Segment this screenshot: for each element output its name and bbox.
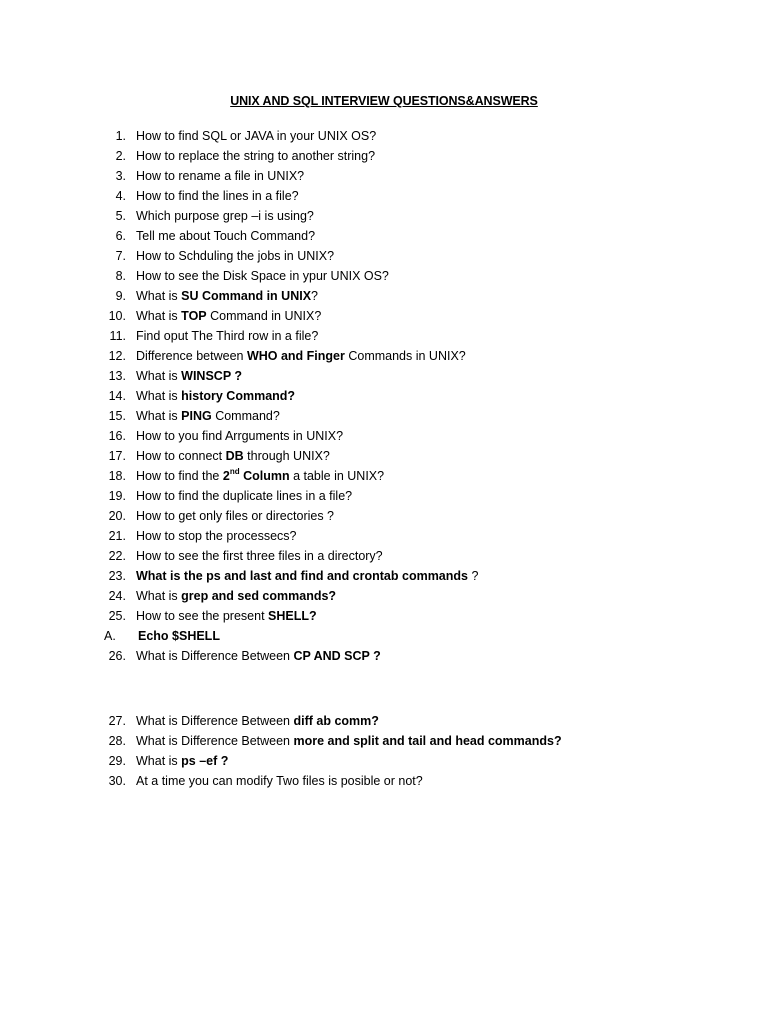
text-run: ps –ef ? <box>181 754 229 768</box>
list-item-number: 10. <box>108 309 126 323</box>
text-run: What is the ps and last and find and crontab commands <box>136 569 468 583</box>
text-run: ? <box>311 289 318 303</box>
text-run: Difference between <box>136 349 247 363</box>
list-item-text <box>136 266 389 286</box>
text-run: How to rename a file in UNIX? <box>136 169 305 183</box>
list-item-text <box>136 286 318 306</box>
text-run: What is <box>136 589 182 603</box>
list-item-text <box>136 506 334 526</box>
list-item-text <box>136 466 384 486</box>
text-run: SHELL? <box>268 609 317 623</box>
list-item-text <box>136 186 299 206</box>
text-run: How to connect <box>136 449 226 463</box>
list-item-text <box>136 146 375 166</box>
text-run: Commands in UNIX? <box>344 349 466 363</box>
text-run: 2 <box>222 469 230 483</box>
list-item-text <box>136 306 321 326</box>
text-run: What is <box>136 409 182 423</box>
list-item-number: 22. <box>108 549 126 563</box>
list-item-number: 30. <box>108 774 126 788</box>
list-item-text <box>136 246 334 266</box>
list-item-number: 15. <box>108 409 126 423</box>
list-item-number: 9. <box>115 289 126 303</box>
text-run: How to see the Disk Space in ypur UNIX OS? <box>136 269 389 283</box>
list-item-number: 7. <box>115 249 126 263</box>
list-item-text <box>136 426 343 446</box>
list-item-number: 25. <box>108 609 126 623</box>
text-run: How to get only files or directories ? <box>136 509 335 523</box>
list-item-text <box>136 206 314 226</box>
list-item-text <box>136 566 478 586</box>
list-item-number: 8. <box>115 269 126 283</box>
text-run: At a time you can modify Two files is posible or not? <box>136 774 423 788</box>
list-item-text <box>136 711 379 731</box>
list-item-text <box>136 731 562 751</box>
list-item-number: 2. <box>115 149 126 163</box>
text-run: Which purpose grep –i is using? <box>136 209 314 223</box>
list-item-text <box>136 346 466 366</box>
text-run: How to find the duplicate lines in a file? <box>136 489 353 503</box>
text-run: DB <box>225 449 244 463</box>
text-run: How to find SQL or JAVA in your UNIX OS? <box>136 129 377 143</box>
list-item-number: 14. <box>108 389 126 403</box>
list-item-number: 6. <box>115 229 126 243</box>
text-run: What is <box>136 369 182 383</box>
text-run: Find oput The Third row in a file? <box>136 329 319 343</box>
text-run: What is Difference Between <box>136 714 294 728</box>
text-run: Command in UNIX? <box>206 309 322 323</box>
list-item-number: 17. <box>108 449 126 463</box>
list-item-number: 11. <box>109 329 126 343</box>
list-item-text <box>136 586 336 606</box>
list-item-number: 18. <box>108 469 126 483</box>
text-run: grep and sed commands? <box>181 589 337 603</box>
text-run: How to find the lines in a file? <box>136 189 299 203</box>
text-run: Command? <box>211 409 280 423</box>
text-run: through UNIX? <box>243 449 330 463</box>
list-item-text <box>136 226 315 246</box>
list-item-number: 26. <box>108 649 126 663</box>
list-item-number: 29. <box>108 754 126 768</box>
list-item-number: 5. <box>115 209 126 223</box>
list-item-text <box>136 546 383 566</box>
list-item-number: 13. <box>108 369 126 383</box>
list-item-text <box>136 166 304 186</box>
text-run: What is <box>136 289 182 303</box>
text-run: What is Difference Between <box>136 734 294 748</box>
text-run: PING <box>181 409 212 423</box>
list-item-number: 4. <box>115 189 126 203</box>
text-run: Column <box>239 469 290 483</box>
text-run: CP AND SCP ? <box>293 649 381 663</box>
list-item-number: 24. <box>108 589 126 603</box>
text-run: What is Difference Between <box>136 649 294 663</box>
list-item-number: 19. <box>108 489 126 503</box>
list-item-number: 20. <box>108 509 126 523</box>
list-item-number: 21. <box>108 529 126 543</box>
text-run: How to stop the processecs? <box>136 529 297 543</box>
list-item-text <box>136 751 228 771</box>
list-item-text <box>136 446 330 466</box>
text-run: TOP <box>181 309 207 323</box>
list-item-text <box>136 406 280 426</box>
list-item-text <box>136 606 317 626</box>
text-run: How to replace the string to another string? <box>136 149 376 163</box>
text-run: WHO and Finger <box>246 349 345 363</box>
document-title: UNIX AND SQL INTERVIEW QUESTIONS&ANSWERS <box>230 94 538 108</box>
text-run: a table in UNIX? <box>289 469 385 483</box>
list-item-text <box>138 626 220 646</box>
text-run: SU Command in UNIX <box>181 289 312 303</box>
text-run: How to Schduling the jobs in UNIX? <box>136 249 335 263</box>
text-run: history Command? <box>181 389 296 403</box>
list-item-text <box>136 486 352 506</box>
text-run: Echo $SHELL <box>138 629 220 643</box>
text-run: What is <box>136 309 182 323</box>
text-run: ? <box>467 569 479 583</box>
list-item-number: 16. <box>108 429 126 443</box>
text-run: How to you find Arrguments in UNIX? <box>136 429 344 443</box>
text-run: more and split and tail and head commands? <box>293 734 562 748</box>
list-item-text <box>136 126 376 146</box>
list-item-number: 1. <box>115 129 126 143</box>
list-item-number: 27. <box>108 714 126 728</box>
text-run: diff ab comm? <box>293 714 379 728</box>
list-item-text <box>136 366 242 386</box>
text-run: What is <box>136 389 182 403</box>
text-run: WINSCP ? <box>181 369 243 383</box>
list-item-text <box>136 326 318 346</box>
list-item-text <box>136 526 297 546</box>
list-item-number: A. <box>104 629 116 643</box>
text-run: How to find the <box>136 469 223 483</box>
text-run: What is <box>136 754 182 768</box>
text-run: Tell me about Touch Command? <box>136 229 316 243</box>
text-run: How to see the present <box>136 609 269 623</box>
text-run: How to see the first three files in a directory? <box>136 549 383 563</box>
list-item-number: 3. <box>115 169 126 183</box>
list-item-number: 12. <box>108 349 126 363</box>
text-run: nd <box>229 466 240 476</box>
list-item-number: 23. <box>108 569 126 583</box>
list-item-text <box>136 771 423 791</box>
list-item-text <box>136 646 381 666</box>
list-item-text <box>136 386 295 406</box>
list-item-number: 28. <box>108 734 126 748</box>
